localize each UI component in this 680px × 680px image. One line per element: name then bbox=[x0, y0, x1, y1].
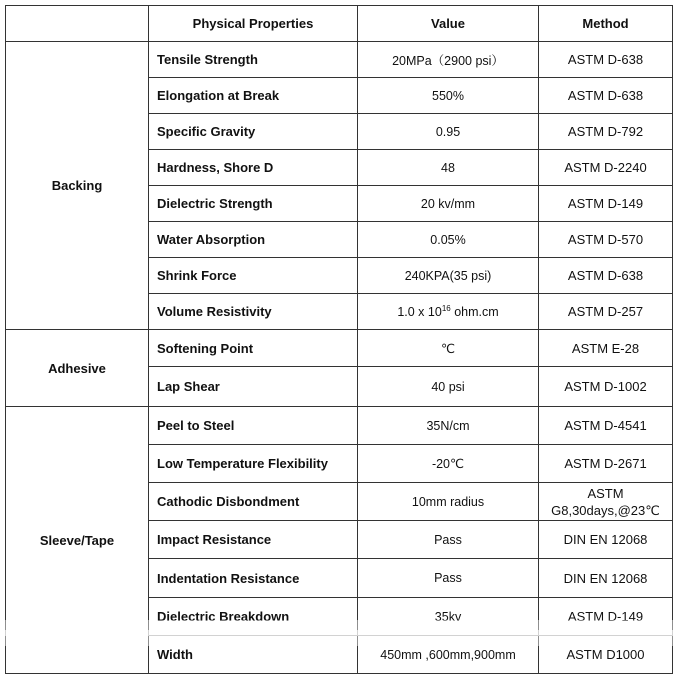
property-value: 0.05% bbox=[358, 222, 539, 258]
property-value: Pass bbox=[358, 521, 539, 559]
table-row bbox=[6, 330, 673, 367]
test-method: ASTM D-1002 bbox=[539, 367, 673, 407]
value-exponent: 16 bbox=[441, 303, 451, 313]
property-name: Softening Point bbox=[149, 330, 358, 367]
property-name: Tensile Strength bbox=[149, 42, 358, 78]
property-value: -20℃ bbox=[358, 445, 539, 483]
header-row bbox=[6, 6, 673, 42]
test-method: ASTM D-257 bbox=[539, 294, 673, 330]
property-name: Width bbox=[149, 636, 358, 674]
table-row bbox=[6, 42, 673, 78]
test-method: ASTM D-2240 bbox=[539, 150, 673, 186]
property-value: 240KPA(35 psi) bbox=[358, 258, 539, 294]
test-method: ASTM D-792 bbox=[539, 114, 673, 150]
property-value: ℃ bbox=[358, 330, 539, 367]
value-suffix: ohm.cm bbox=[450, 304, 499, 319]
property-name: Low Temperature Flexibility bbox=[149, 445, 358, 483]
test-method: ASTM D-149 bbox=[539, 186, 673, 222]
property-name: Indentation Resistance bbox=[149, 559, 358, 598]
test-method: DIN EN 12068 bbox=[539, 521, 673, 559]
property-value bbox=[358, 294, 539, 330]
property-name: Volume Resistivity bbox=[149, 294, 358, 330]
group-label-adhesive: Adhesive bbox=[6, 330, 149, 407]
table-row bbox=[6, 407, 673, 445]
test-method: ASTM D-4541 bbox=[539, 407, 673, 445]
test-method bbox=[539, 483, 673, 521]
property-value: 0.95 bbox=[358, 114, 539, 150]
property-value: 10mm radius bbox=[358, 483, 539, 521]
test-method: ASTM E-28 bbox=[539, 330, 673, 367]
property-value: 48 bbox=[358, 150, 539, 186]
property-name: Lap Shear bbox=[149, 367, 358, 407]
group-label-sleeve-tape: Sleeve/Tape bbox=[6, 407, 149, 674]
test-method: ASTM D-570 bbox=[539, 222, 673, 258]
property-value: 35kv bbox=[358, 598, 539, 636]
property-value: 550% bbox=[358, 78, 539, 114]
property-name: Hardness, Shore D bbox=[149, 150, 358, 186]
property-value: 40 psi bbox=[358, 367, 539, 407]
group-label-backing: Backing bbox=[6, 42, 149, 330]
header-method: Method bbox=[539, 6, 673, 42]
property-value: Pass bbox=[358, 559, 539, 598]
property-value: 35N/cm bbox=[358, 407, 539, 445]
property-value: 20MPa（2900 psi） bbox=[358, 42, 539, 78]
test-method: ASTM D-638 bbox=[539, 42, 673, 78]
property-name: Specific Gravity bbox=[149, 114, 358, 150]
property-name: Water Absorption bbox=[149, 222, 358, 258]
property-name: Elongation at Break bbox=[149, 78, 358, 114]
test-method: ASTM D-2671 bbox=[539, 445, 673, 483]
property-value: 450mm ,600mm,900mm bbox=[358, 636, 539, 674]
property-name: Cathodic Disbondment bbox=[149, 483, 358, 521]
test-method: ASTM D-149 bbox=[539, 598, 673, 636]
value-prefix: 1.0 x 10 bbox=[397, 304, 442, 319]
method-line-1: ASTM bbox=[587, 485, 624, 501]
test-method: DIN EN 12068 bbox=[539, 559, 673, 598]
header-value: Value bbox=[358, 6, 539, 42]
property-name: Dielectric Strength bbox=[149, 186, 358, 222]
test-method: ASTM D-638 bbox=[539, 78, 673, 114]
method-line-2: G8,30days,@23℃ bbox=[551, 502, 660, 518]
property-name: Peel to Steel bbox=[149, 407, 358, 445]
header-physical-properties: Physical Properties bbox=[149, 6, 358, 42]
property-name: Impact Resistance bbox=[149, 521, 358, 559]
header-group-blank bbox=[6, 6, 149, 42]
physical-properties-table bbox=[5, 5, 673, 674]
property-value: 20 kv/mm bbox=[358, 186, 539, 222]
property-name: Dielectric Breakdown bbox=[149, 598, 358, 636]
test-method: ASTM D1000 bbox=[539, 636, 673, 674]
test-method: ASTM D-638 bbox=[539, 258, 673, 294]
property-name: Shrink Force bbox=[149, 258, 358, 294]
